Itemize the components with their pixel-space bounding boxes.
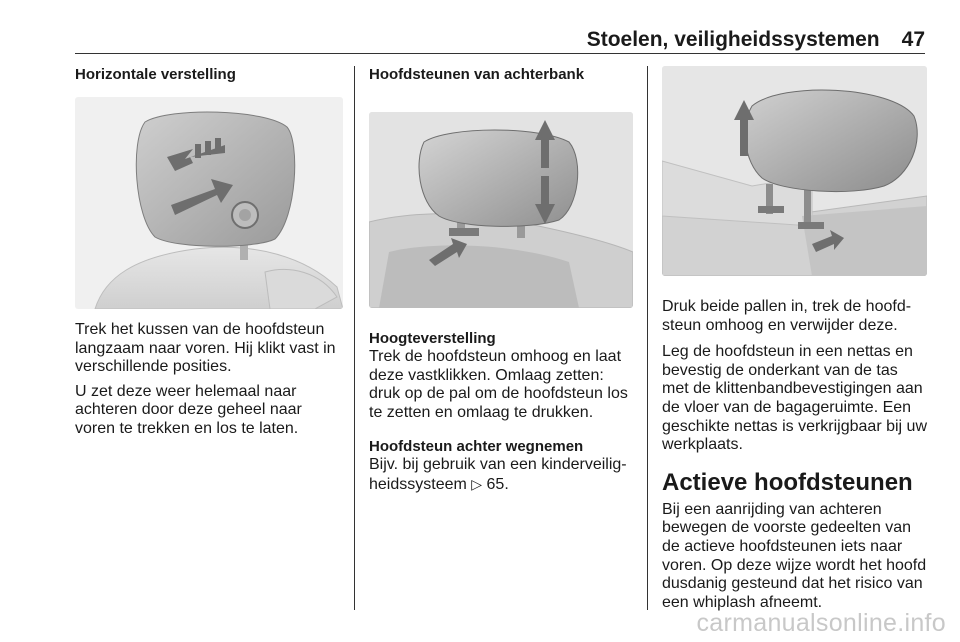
paragraph-text: Bijv. bij gebruik van een kinderveiligheidssysteem [369,456,627,493]
rear-headrest-height-illustration [369,112,633,308]
page-reference-icon: ▷ [471,475,483,492]
paragraph: Trek het kussen van de hoofdsteun langzaam naar voren. Hij klikt vast in verschillende posities. [75,321,336,376]
page-header [75,24,925,52]
page-reference: 65. [486,475,509,493]
paragraph: Druk beide pallen in, trek de hoofdsteun omhoog en verwijder deze. [662,298,912,334]
subheading-height-adjust: Hoogteverstelling [369,330,496,347]
column-divider-1 [354,66,355,610]
headrest-horizontal-adjust-illustration [75,97,343,309]
column-2 [369,66,633,495]
subheading-remove-rear-headrest: Hoofdsteun achter wegnemen [369,438,584,456]
paragraph: Trek de hoofdsteun omhoog en laat deze vastklikken. Omlaag zetten: druk op de pal om de hoofdsteun los te zetten en omlaag te drukken. [369,348,628,421]
header-rule [75,53,925,54]
page-number: 47 [901,28,925,51]
heading-horizontal-adjust: Horizontale verstelling [75,66,236,83]
paragraph: Leg de hoofdsteun in een nettas en bevestig de onderkant van de tas met de klittenbandbevestigingen aan de vloer van de bagageruimte. Een geschikte nettas is verkrijgbaar bij uw werkplaats. [662,343,928,454]
watermark: carmanualsonline.info [696,609,946,637]
paragraph: U zet deze weer helemaal naar achteren door deze geheel naar voren te trekken en los te laten. [75,382,302,437]
paragraph: Bij een aanrijding van achteren bewegen de voorste gedeelten van de actieve hoofdsteunen iets naar voren. Op deze wijze wordt het hoofd dusdanig gesteund dat het risico van een whiplash afneemt. [662,500,927,611]
rear-headrest-removal-illustration [662,66,927,276]
heading-rear-headrests: Hoofdsteunen van achterbank [369,66,585,83]
column-divider-2 [647,66,648,610]
column-3 [662,66,927,612]
paragraph [369,456,633,494]
column-1 [75,66,343,439]
section-title: Stoelen, veiligheidssystemen [586,28,880,51]
heading-active-headrests: Actieve hoofdsteunen [662,468,913,496]
